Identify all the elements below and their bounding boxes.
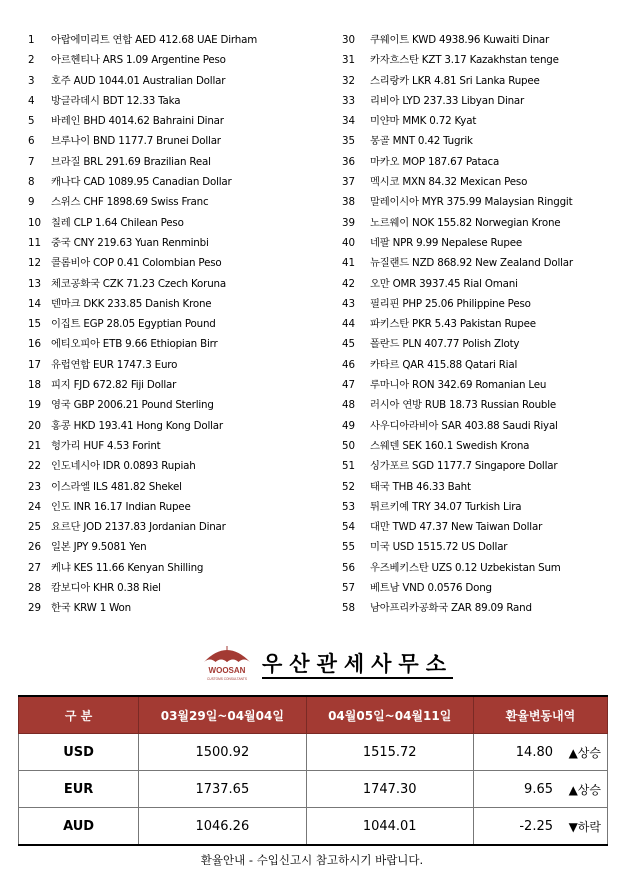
item-number: 9 — [28, 196, 35, 209]
item-number: 42 — [342, 277, 356, 290]
item-text: 폴란드 PLN 407.77 Polish Zloty — [370, 338, 520, 351]
change-direction: ▼하락 — [568, 819, 601, 834]
change-cell — [473, 771, 607, 808]
item-text: 남아프리카공화국 ZAR 89.09 Rand — [370, 602, 532, 615]
item-number: 35 — [342, 135, 356, 148]
item-text: 스위스 CHF 1898.69 Swiss Franc — [51, 196, 209, 209]
item-number: 20 — [28, 419, 42, 432]
list-item — [28, 192, 328, 212]
list-item — [28, 314, 328, 334]
item-text: 피지 FJD 672.82 Fiji Dollar — [51, 379, 177, 392]
header-change: 환율변동내역 — [473, 696, 607, 734]
item-text: 우즈베키스탄 UZS 0.12 Uzbekistan Sum — [370, 561, 561, 574]
item-number: 24 — [28, 500, 42, 513]
item-text: 노르웨이 NOK 155.82 Norwegian Krone — [370, 216, 561, 229]
item-number: 48 — [342, 399, 356, 412]
item-number: 13 — [28, 277, 42, 290]
currency-code: AUD — [19, 808, 139, 846]
item-text: 네팔 NPR 9.99 Nepalese Rupee — [370, 236, 522, 249]
item-number: 56 — [342, 561, 356, 574]
item-text: 파키스탄 PKR 5.43 Pakistan Rupee — [370, 318, 536, 331]
list-item — [342, 334, 612, 354]
item-text: 러시아 연방 RUB 18.73 Russian Rouble — [370, 399, 557, 412]
item-number: 15 — [28, 318, 42, 331]
item-number: 51 — [342, 460, 356, 473]
list-item — [342, 233, 612, 253]
list-item — [342, 395, 612, 415]
list-item — [342, 30, 612, 50]
item-number: 19 — [28, 399, 42, 412]
list-item — [342, 111, 612, 131]
prev-rate: 1500.92 — [139, 734, 306, 771]
list-item — [28, 91, 328, 111]
item-text: 이스라엘 ILS 481.82 Shekel — [51, 480, 182, 493]
item-text: 요르단 JOD 2137.83 Jordanian Dinar — [51, 521, 226, 534]
item-text: 태국 THB 46.33 Baht — [370, 480, 471, 493]
item-number: 47 — [342, 379, 356, 392]
item-number: 23 — [28, 480, 42, 493]
item-text: 베트남 VND 0.0576 Dong — [370, 582, 492, 595]
item-number: 33 — [342, 94, 356, 107]
change-direction: ▲상승 — [568, 745, 601, 760]
item-text: 리비아 LYD 237.33 Libyan Dinar — [370, 94, 525, 107]
item-number: 17 — [28, 358, 42, 371]
item-text: 바레인 BHD 4014.62 Bahraini Dinar — [51, 115, 224, 128]
change-value: -2.25 — [519, 818, 553, 834]
item-number: 52 — [342, 480, 356, 493]
item-text: 체코공화국 CZK 71.23 Czech Koruna — [51, 277, 226, 290]
list-item — [342, 558, 612, 578]
item-number: 12 — [28, 257, 42, 270]
list-item — [342, 314, 612, 334]
item-number: 53 — [342, 500, 356, 513]
item-text: 영국 GBP 2006.21 Pound Sterling — [51, 399, 214, 412]
list-item — [28, 578, 328, 598]
list-item — [28, 111, 328, 131]
item-number: 38 — [342, 196, 356, 209]
list-item — [28, 274, 328, 294]
item-text: 스웨덴 SEK 160.1 Swedish Krona — [370, 439, 530, 452]
item-number: 30 — [342, 34, 356, 46]
list-item — [28, 213, 328, 233]
table-row — [19, 808, 608, 846]
list-item — [28, 436, 328, 456]
item-text: 오만 OMR 3937.45 Rial Omani — [370, 277, 518, 290]
list-item — [342, 355, 612, 375]
item-text: 뉴질랜드 NZD 868.92 New Zealand Dollar — [370, 257, 573, 270]
item-text: 인도네시아 IDR 0.0893 Rupiah — [51, 460, 196, 473]
item-number: 10 — [28, 216, 42, 229]
item-text: 캄보디아 KHR 0.38 Riel — [51, 582, 161, 595]
list-item — [28, 395, 328, 415]
item-text: 사우디아라비아 SAR 403.88 Saudi Riyal — [370, 419, 558, 432]
item-text: 미국 USD 1515.72 US Dollar — [370, 541, 508, 554]
list-item — [28, 416, 328, 436]
table-row — [19, 771, 608, 808]
item-number: 11 — [28, 236, 42, 249]
change-cell — [473, 808, 607, 846]
item-number: 40 — [342, 236, 356, 249]
header-curr-week: 04월05일~04월11일 — [306, 696, 473, 734]
list-item — [342, 375, 612, 395]
item-number: 57 — [342, 582, 356, 595]
list-item — [342, 91, 612, 111]
woosan-umbrella-logo — [200, 640, 254, 688]
item-number: 5 — [28, 115, 35, 128]
table-header-row — [19, 696, 608, 734]
list-item — [28, 131, 328, 151]
item-text: 대만 TWD 47.37 New Taiwan Dollar — [370, 521, 543, 534]
item-text: 중국 CNY 219.63 Yuan Renminbi — [51, 236, 209, 249]
item-text: 튀르키예 TRY 34.07 Turkish Lira — [370, 500, 522, 513]
item-number: 37 — [342, 176, 356, 189]
prev-rate: 1046.26 — [139, 808, 306, 846]
item-text: 싱가포르 SGD 1177.7 Singapore Dollar — [370, 460, 558, 473]
item-number: 39 — [342, 216, 356, 229]
item-text: 마카오 MOP 187.67 Pataca — [370, 155, 500, 168]
list-item — [28, 497, 328, 517]
item-number: 18 — [28, 379, 42, 392]
item-text: 유럽연합 EUR 1747.3 Euro — [51, 358, 178, 371]
item-text: 아르헨티나 ARS 1.09 Argentine Peso — [51, 54, 226, 67]
item-number: 26 — [28, 541, 42, 554]
list-item — [28, 537, 328, 557]
table-row — [19, 734, 608, 771]
item-number: 34 — [342, 115, 356, 128]
item-number: 25 — [28, 521, 42, 534]
item-number: 8 — [28, 176, 35, 189]
item-number: 31 — [342, 54, 356, 67]
item-number: 6 — [28, 135, 35, 148]
item-text: 일본 JPY 9.5081 Yen — [51, 541, 147, 554]
item-number: 44 — [342, 318, 356, 331]
item-text: 방글라데시 BDT 12.33 Taka — [51, 94, 181, 107]
list-item — [342, 456, 612, 476]
item-text: 브라질 BRL 291.69 Brazilian Real — [51, 155, 211, 168]
change-value: 9.65 — [524, 781, 553, 797]
item-number: 22 — [28, 460, 42, 473]
item-number: 16 — [28, 338, 42, 351]
list-item — [342, 50, 612, 70]
svg-text:WOOSAN: WOOSAN — [208, 666, 246, 675]
list-item — [28, 375, 328, 395]
item-number: 50 — [342, 439, 356, 452]
list-item — [342, 213, 612, 233]
item-text: 덴마크 DKK 233.85 Danish Krone — [51, 297, 212, 310]
item-number: 4 — [28, 94, 35, 107]
item-text: 카자흐스탄 KZT 3.17 Kazakhstan tenge — [370, 54, 559, 67]
item-number: 27 — [28, 561, 42, 574]
item-number: 1 — [28, 34, 35, 46]
list-item — [28, 456, 328, 476]
list-item — [342, 517, 612, 537]
list-item — [28, 294, 328, 314]
item-text: 쿠웨이트 KWD 4938.96 Kuwaiti Dinar — [370, 34, 550, 46]
list-item — [342, 71, 612, 91]
item-text: 루마니아 RON 342.69 Romanian Leu — [370, 379, 547, 392]
prev-rate: 1737.65 — [139, 771, 306, 808]
item-number: 14 — [28, 297, 42, 310]
list-item — [28, 50, 328, 70]
list-item — [28, 30, 328, 50]
item-number: 58 — [342, 602, 356, 615]
item-number: 21 — [28, 439, 42, 452]
item-number: 2 — [28, 54, 35, 67]
item-text: 호주 AUD 1044.01 Australian Dollar — [51, 74, 226, 87]
currency-list-left — [28, 30, 328, 619]
curr-rate: 1515.72 — [306, 734, 473, 771]
currency-list-right — [342, 30, 612, 619]
item-text: 한국 KRW 1 Won — [51, 602, 131, 615]
list-item — [342, 477, 612, 497]
list-item — [28, 558, 328, 578]
item-number: 28 — [28, 582, 42, 595]
item-number: 46 — [342, 358, 356, 371]
item-text: 케냐 KES 11.66 Kenyan Shilling — [51, 561, 204, 574]
item-number: 29 — [28, 602, 42, 615]
item-number: 41 — [342, 257, 356, 270]
list-item — [342, 537, 612, 557]
header-prev-week: 03월29일~04월04일 — [139, 696, 306, 734]
exchange-rate-table — [18, 695, 608, 846]
list-item — [28, 253, 328, 273]
list-item — [342, 274, 612, 294]
list-item — [342, 192, 612, 212]
brand-title: 우산관세사무소 — [262, 652, 453, 679]
item-text: 에티오피아 ETB 9.66 Ethiopian Birr — [51, 338, 218, 351]
curr-rate: 1044.01 — [306, 808, 473, 846]
item-text: 콜롬비아 COP 0.41 Colombian Peso — [51, 257, 222, 270]
item-number: 55 — [342, 541, 356, 554]
list-item — [28, 477, 328, 497]
item-text: 미얀마 MMK 0.72 Kyat — [370, 115, 477, 128]
item-text: 몽골 MNT 0.42 Tugrik — [370, 135, 473, 148]
list-item — [28, 355, 328, 375]
item-text: 카타르 QAR 415.88 Qatari Rial — [370, 358, 518, 371]
list-item — [28, 233, 328, 253]
list-item — [342, 497, 612, 517]
list-item — [342, 131, 612, 151]
list-item — [342, 578, 612, 598]
list-item — [28, 71, 328, 91]
list-item — [28, 152, 328, 172]
curr-rate: 1747.30 — [306, 771, 473, 808]
header-category: 구 분 — [19, 696, 139, 734]
list-item — [342, 598, 612, 618]
list-item — [342, 436, 612, 456]
item-text: 캐나다 CAD 1089.95 Canadian Dollar — [51, 176, 232, 189]
item-number: 43 — [342, 297, 356, 310]
list-item — [342, 152, 612, 172]
brand-header — [200, 640, 460, 688]
currency-code: USD — [19, 734, 139, 771]
item-text: 필리핀 PHP 25.06 Philippine Peso — [370, 297, 531, 310]
item-number: 3 — [28, 74, 35, 87]
item-text: 이집트 EGP 28.05 Egyptian Pound — [51, 318, 216, 331]
list-item — [28, 598, 328, 618]
item-text: 헝가리 HUF 4.53 Forint — [51, 439, 161, 452]
item-number: 36 — [342, 155, 356, 168]
list-item — [342, 253, 612, 273]
item-number: 45 — [342, 338, 356, 351]
list-item — [342, 172, 612, 192]
item-text: 아랍에미리트 연합 AED 412.68 UAE Dirham — [51, 34, 258, 46]
item-text: 멕시코 MXN 84.32 Mexican Peso — [370, 176, 528, 189]
list-item — [28, 517, 328, 537]
item-number: 32 — [342, 74, 356, 87]
item-number: 54 — [342, 521, 356, 534]
item-text: 칠레 CLP 1.64 Chilean Peso — [51, 216, 184, 229]
item-text: 말레이시아 MYR 375.99 Malaysian Ringgit — [370, 196, 573, 209]
change-cell — [473, 734, 607, 771]
footnote: 환율안내 - 수입신고시 참고하시기 바랍니다. — [200, 853, 424, 867]
change-direction: ▲상승 — [568, 782, 601, 797]
item-number: 7 — [28, 155, 35, 168]
item-text: 스리랑카 LKR 4.81 Sri Lanka Rupee — [370, 74, 540, 87]
currency-code: EUR — [19, 771, 139, 808]
item-text: 인도 INR 16.17 Indian Rupee — [51, 500, 191, 513]
list-item — [28, 334, 328, 354]
list-item — [342, 416, 612, 436]
item-number: 49 — [342, 419, 356, 432]
item-text: 브루나이 BND 1177.7 Brunei Dollar — [51, 135, 221, 148]
svg-text:CUSTOMS CONSULTANTS: CUSTOMS CONSULTANTS — [206, 677, 248, 681]
change-value: 14.80 — [515, 744, 553, 760]
item-text: 홍콩 HKD 193.41 Hong Kong Dollar — [51, 419, 223, 432]
list-item — [28, 172, 328, 192]
list-item — [342, 294, 612, 314]
